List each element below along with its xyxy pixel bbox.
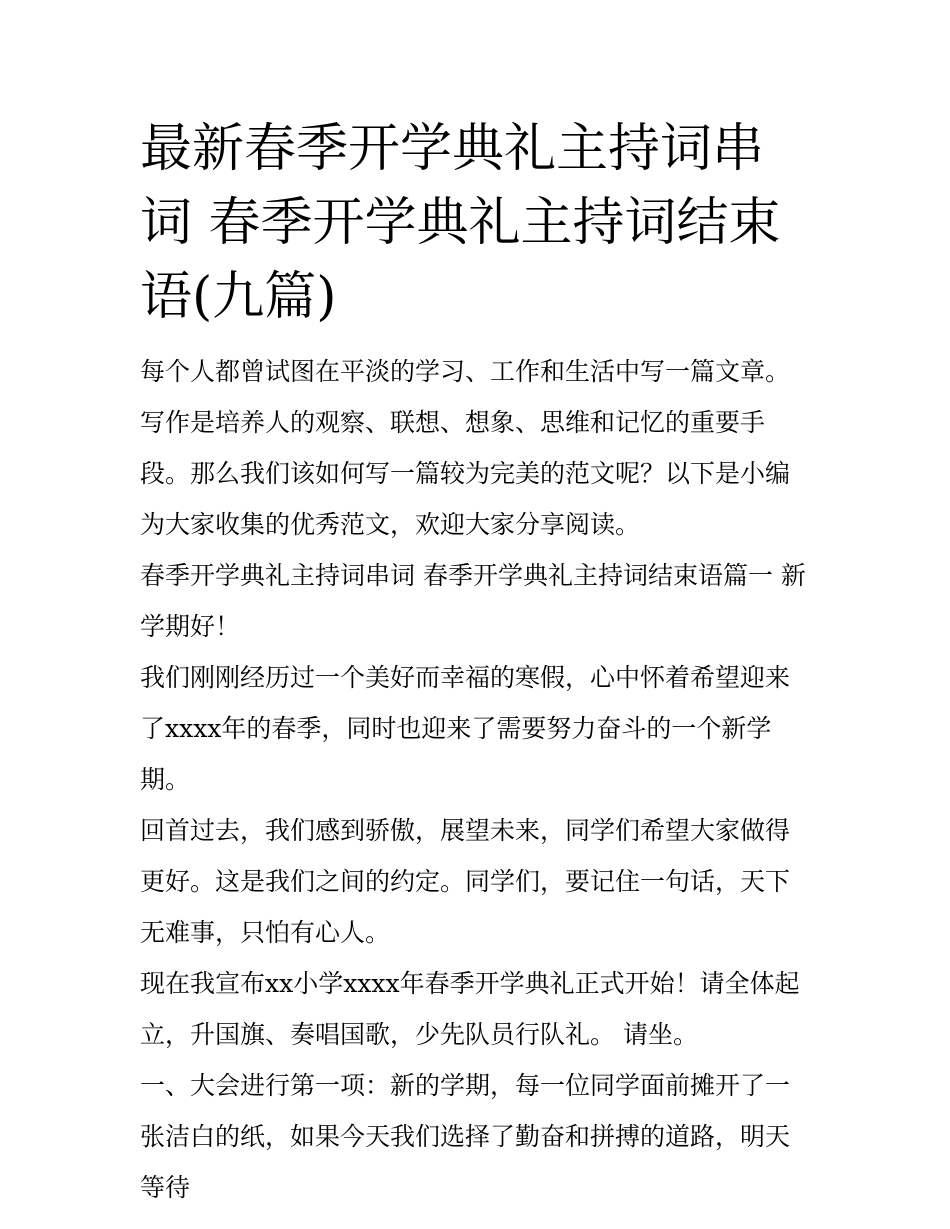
paragraph-greeting: 春季开学典礼主持词串词 春季开学典礼主持词结束语篇一 新学期好！ [140, 561, 806, 641]
paragraph-item-one: 一、大会进行第一项：新的学期，每一位同学面前摊开了一张洁白的纸，如果今天我们选择了勤奋和拼搏的道路，明天等待 [140, 1071, 791, 1202]
document-title: 最新春季开学典礼主持词串词 春季开学典礼主持词结束语(九篇) [140, 119, 781, 327]
paragraph-winter-break: 我们刚刚经历过一个美好而幸福的寒假，心中怀着希望迎来了xxxx年的春季，同时也迎来了需要努力奋斗的一个新学期。 [140, 663, 791, 794]
paragraph-intro: 每个人都曾试图在平淡的学习、工作和生活中写一篇文章。写作是培养人的观察、联想、想象、思维和记忆的重要手段。那么我们该如何写一篇较为完美的范文呢？以下是小编为大家收集的优秀范文，欢迎大家分享阅读。 [140, 357, 791, 539]
paragraph-announcement: 现在我宣布xx小学xxxx年春季开学典礼正式开始！请全体起立，升国旗、奏唱国歌，少先队员行队礼。 请坐。 [140, 969, 800, 1049]
document-body [140, 112, 812, 1213]
paragraph-looking-back: 回首过去，我们感到骄傲，展望未来，同学们希望大家做得更好。这是我们之间的约定。同学们，要记住一句话，天下无难事，只怕有心人。 [140, 816, 791, 947]
